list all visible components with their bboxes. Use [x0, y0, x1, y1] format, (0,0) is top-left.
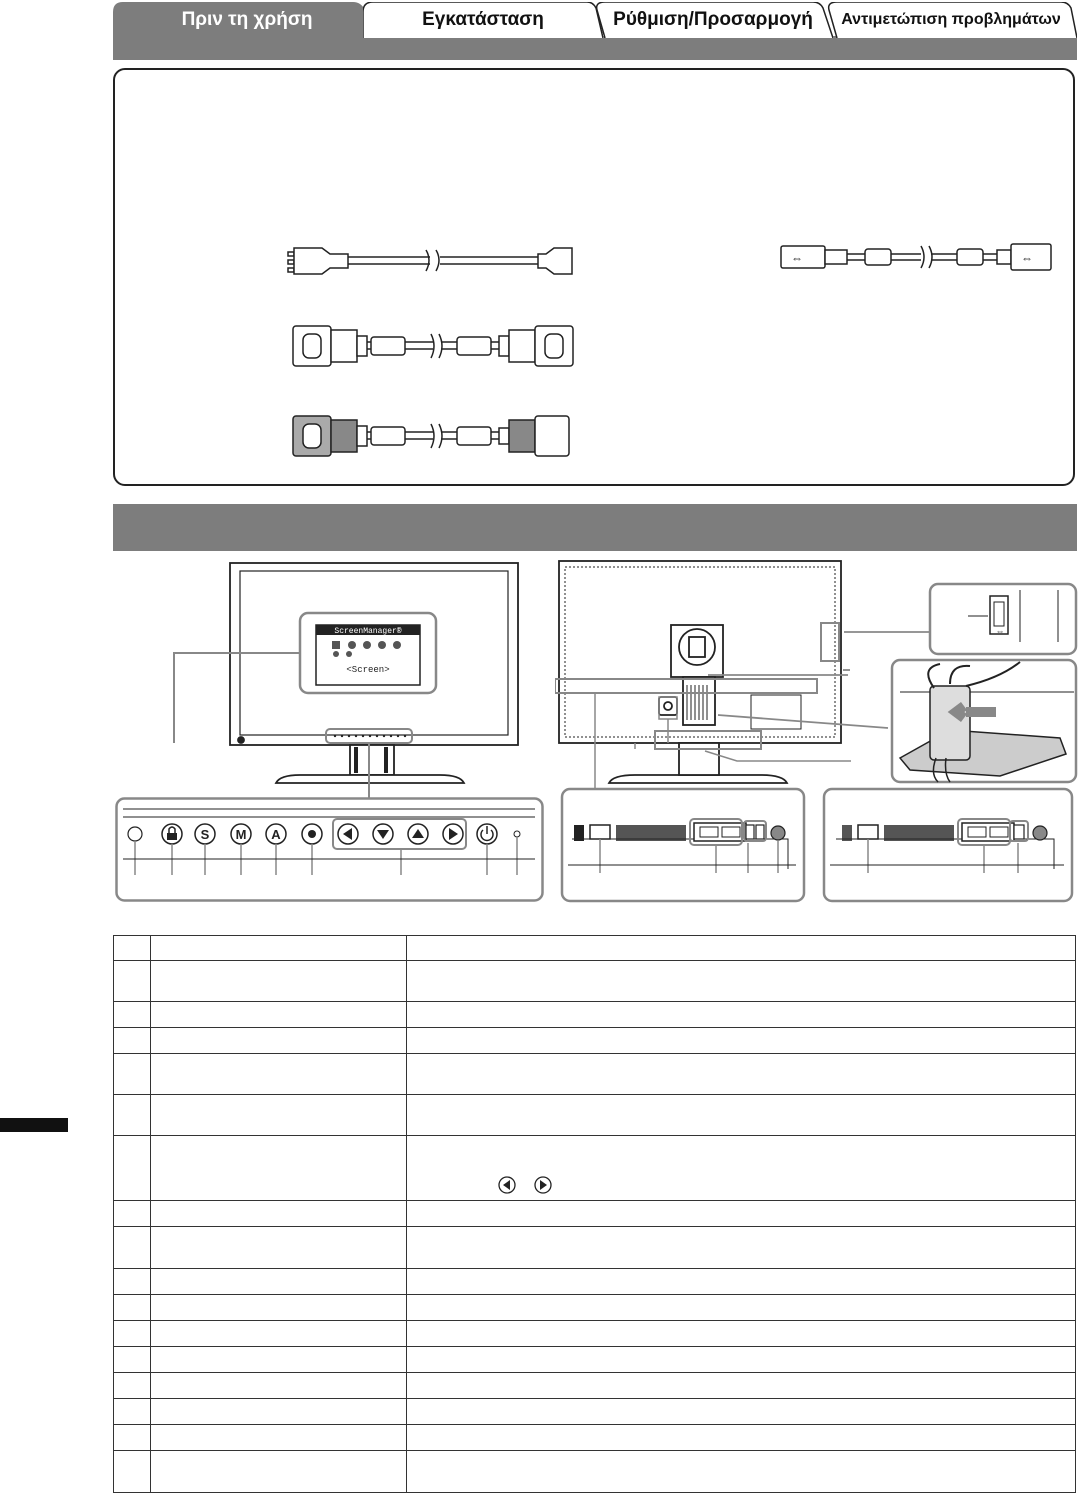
table-row — [114, 1136, 1076, 1201]
arrow-buttons-inline — [497, 1174, 557, 1196]
table-row — [114, 1321, 1076, 1347]
osd-title: ScreenManager® — [334, 627, 402, 636]
tab-before-use[interactable]: Πριν τη χρήση — [113, 2, 381, 38]
dvi-vga-cable-icon — [285, 408, 585, 464]
osd-screen-label: <Screen> — [346, 665, 390, 675]
table-row — [114, 1425, 1076, 1451]
tab-band — [113, 36, 1077, 60]
table-row — [114, 936, 1076, 961]
enter-button-icon[interactable] — [302, 824, 322, 844]
lock-button-icon[interactable] — [162, 824, 182, 844]
usb-port-callout — [928, 582, 1078, 656]
table-row — [114, 1399, 1076, 1425]
table-row — [114, 1028, 1076, 1054]
section-heading-band — [113, 504, 1077, 551]
cable-holder-callout — [890, 658, 1078, 784]
table-row — [114, 1347, 1076, 1373]
svg-text:⇔: ⇔ — [995, 626, 1005, 636]
table-row — [114, 1227, 1076, 1269]
table-row — [114, 1054, 1076, 1095]
power-cable-icon — [270, 240, 590, 280]
tab-settings[interactable]: Ρύθμιση/Προσαρμογή — [593, 2, 833, 38]
table-row — [114, 1451, 1076, 1493]
left-arrow-icon[interactable] — [338, 824, 358, 844]
left-arrow-icon — [499, 1177, 515, 1193]
s-button-icon[interactable] — [195, 824, 215, 844]
parts-table — [113, 935, 1076, 1493]
power-button-icon[interactable] — [477, 824, 497, 844]
table-row — [114, 1295, 1076, 1321]
tab-bar — [113, 0, 1077, 60]
tab-installation[interactable]: Εγκατάσταση — [363, 2, 603, 38]
table-row — [114, 1373, 1076, 1399]
usb-cable-icon — [775, 238, 1065, 274]
svg-text:⇔: ⇔ — [791, 251, 803, 265]
down-arrow-icon[interactable] — [373, 824, 393, 844]
up-arrow-icon[interactable] — [408, 824, 428, 844]
ports-panel-dvi-dvi — [560, 787, 806, 903]
table-row — [114, 1002, 1076, 1028]
svg-text:S: S — [200, 827, 210, 842]
section-marker — [0, 1118, 68, 1132]
accessories-box — [113, 68, 1075, 486]
right-arrow-icon[interactable] — [443, 824, 463, 844]
control-panel-diagram — [115, 797, 545, 903]
table-row — [114, 1201, 1076, 1227]
a-button-icon[interactable] — [266, 824, 286, 844]
sensor-icon — [128, 827, 142, 841]
table-row — [114, 1095, 1076, 1136]
tab-troubleshooting[interactable]: Αντιμετώπιση προβλημάτων — [825, 2, 1077, 38]
svg-text:M: M — [235, 827, 247, 842]
ports-panel-dvi-vga — [822, 787, 1074, 903]
svg-text:⇔: ⇔ — [1021, 251, 1033, 265]
table-row — [114, 961, 1076, 1002]
m-button-icon[interactable] — [231, 824, 251, 844]
dvi-cable-icon — [285, 318, 585, 374]
table-row — [114, 1269, 1076, 1295]
monitor-front-diagram — [120, 555, 550, 805]
right-arrow-icon — [535, 1177, 551, 1193]
power-led-icon — [514, 831, 520, 837]
svg-text:A: A — [271, 827, 281, 842]
